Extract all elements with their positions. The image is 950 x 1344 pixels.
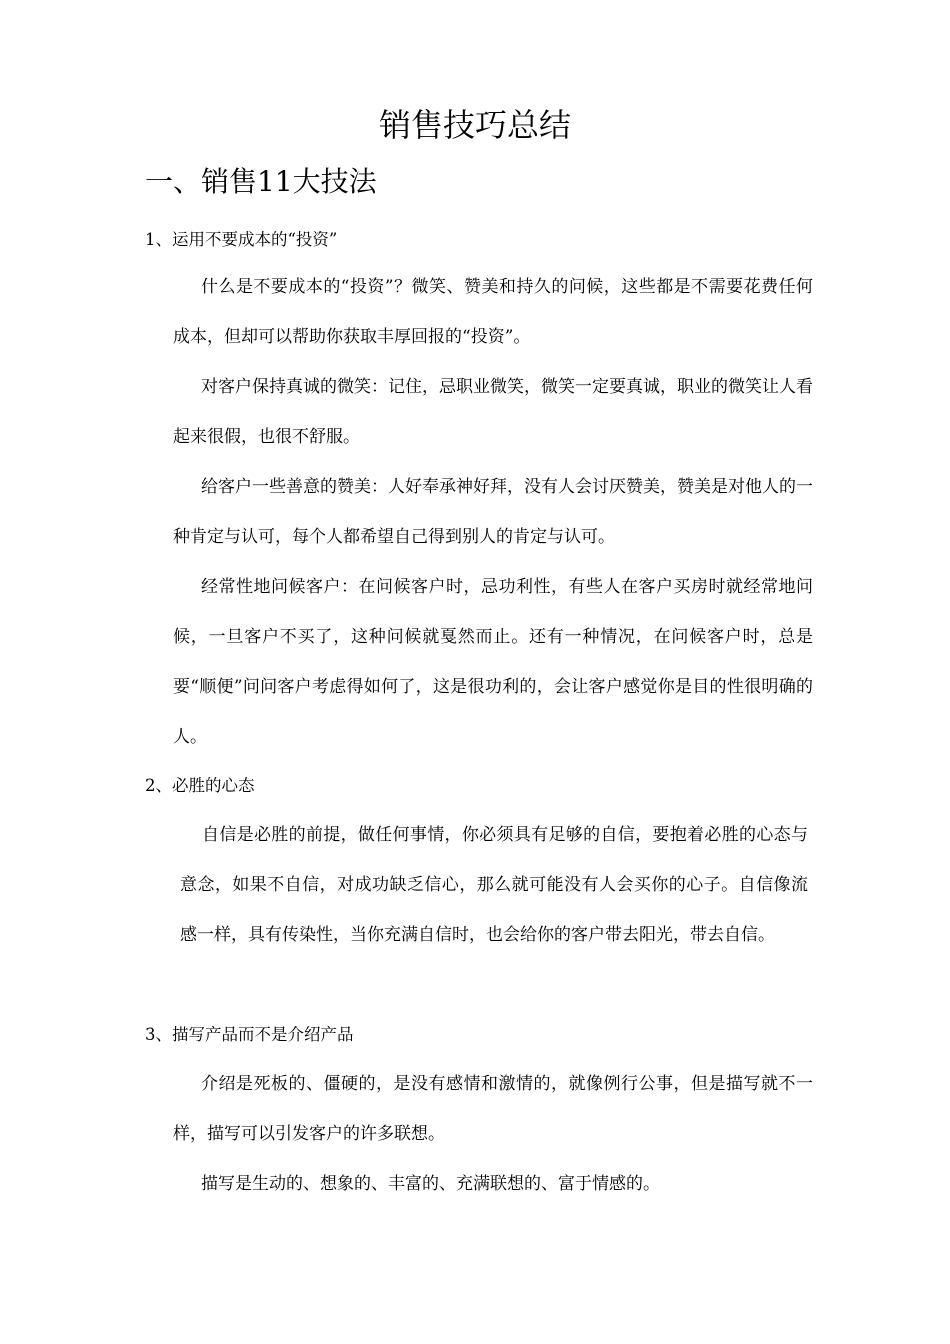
item-1-paragraph-3: 给客户一些善意的赞美：人好奉承神好拜，没有人会讨厌赞美，赞美是对他人的一种肯定与认可，每个人都希望自己得到别人的肯定与认可。: [173, 477, 813, 547]
section-heading: 一、销售11大技法: [145, 165, 377, 198]
document-title: 销售技巧总结: [378, 106, 571, 144]
item-2-paragraph-1: 自信是必胜的前提，做任何事情，你必须具有足够的自信，要抱着必胜的心态与意念，如果不自信，对成功缺乏信心，那么就可能没有人会买你的心子。自信像流感一样，具有传染性，当你充满自信时，也会给你的客户带去阳光，带去自信。: [180, 825, 808, 945]
item-1-paragraph-2: 对客户保持真诚的微笑：记住，忌职业微笑，微笑一定要真诚，职业的微笑让人看起来很假，也很不舒服。: [173, 377, 813, 447]
item-heading-3: 3、描写产品而不是介绍产品: [145, 1025, 354, 1044]
item-heading-2: 2、必胜的心态: [145, 776, 255, 795]
item-1-paragraph-1: 什么是不要成本的“投资”？微笑、赞美和持久的问候，这些都是不需要花费任何成本，但却可以帮助你获取丰厚回报的“投资”。: [173, 277, 813, 347]
item-3-paragraph-2: 描写是生动的、想象的、丰富的、充满联想的、富于情感的。: [201, 1174, 660, 1194]
item-1-paragraph-4: 经常性地问候客户：在问候客户时，忌功利性，有些人在客户买房时就经常地问候，一旦客户不买了，这种问候就戛然而止。还有一种情况，在问候客户时，总是要“顺便”问问客户考虑得如何了，这是很功利的，会让客户感觉你是目的性很明确的人。: [173, 577, 813, 747]
item-3-paragraph-1: 介绍是死板的、僵硬的，是没有感情和激情的，就像例行公事，但是描写就不一样，描写可以引发客户的许多联想。: [173, 1074, 813, 1144]
item-heading-1: 1、运用不要成本的“投资”: [145, 230, 338, 249]
